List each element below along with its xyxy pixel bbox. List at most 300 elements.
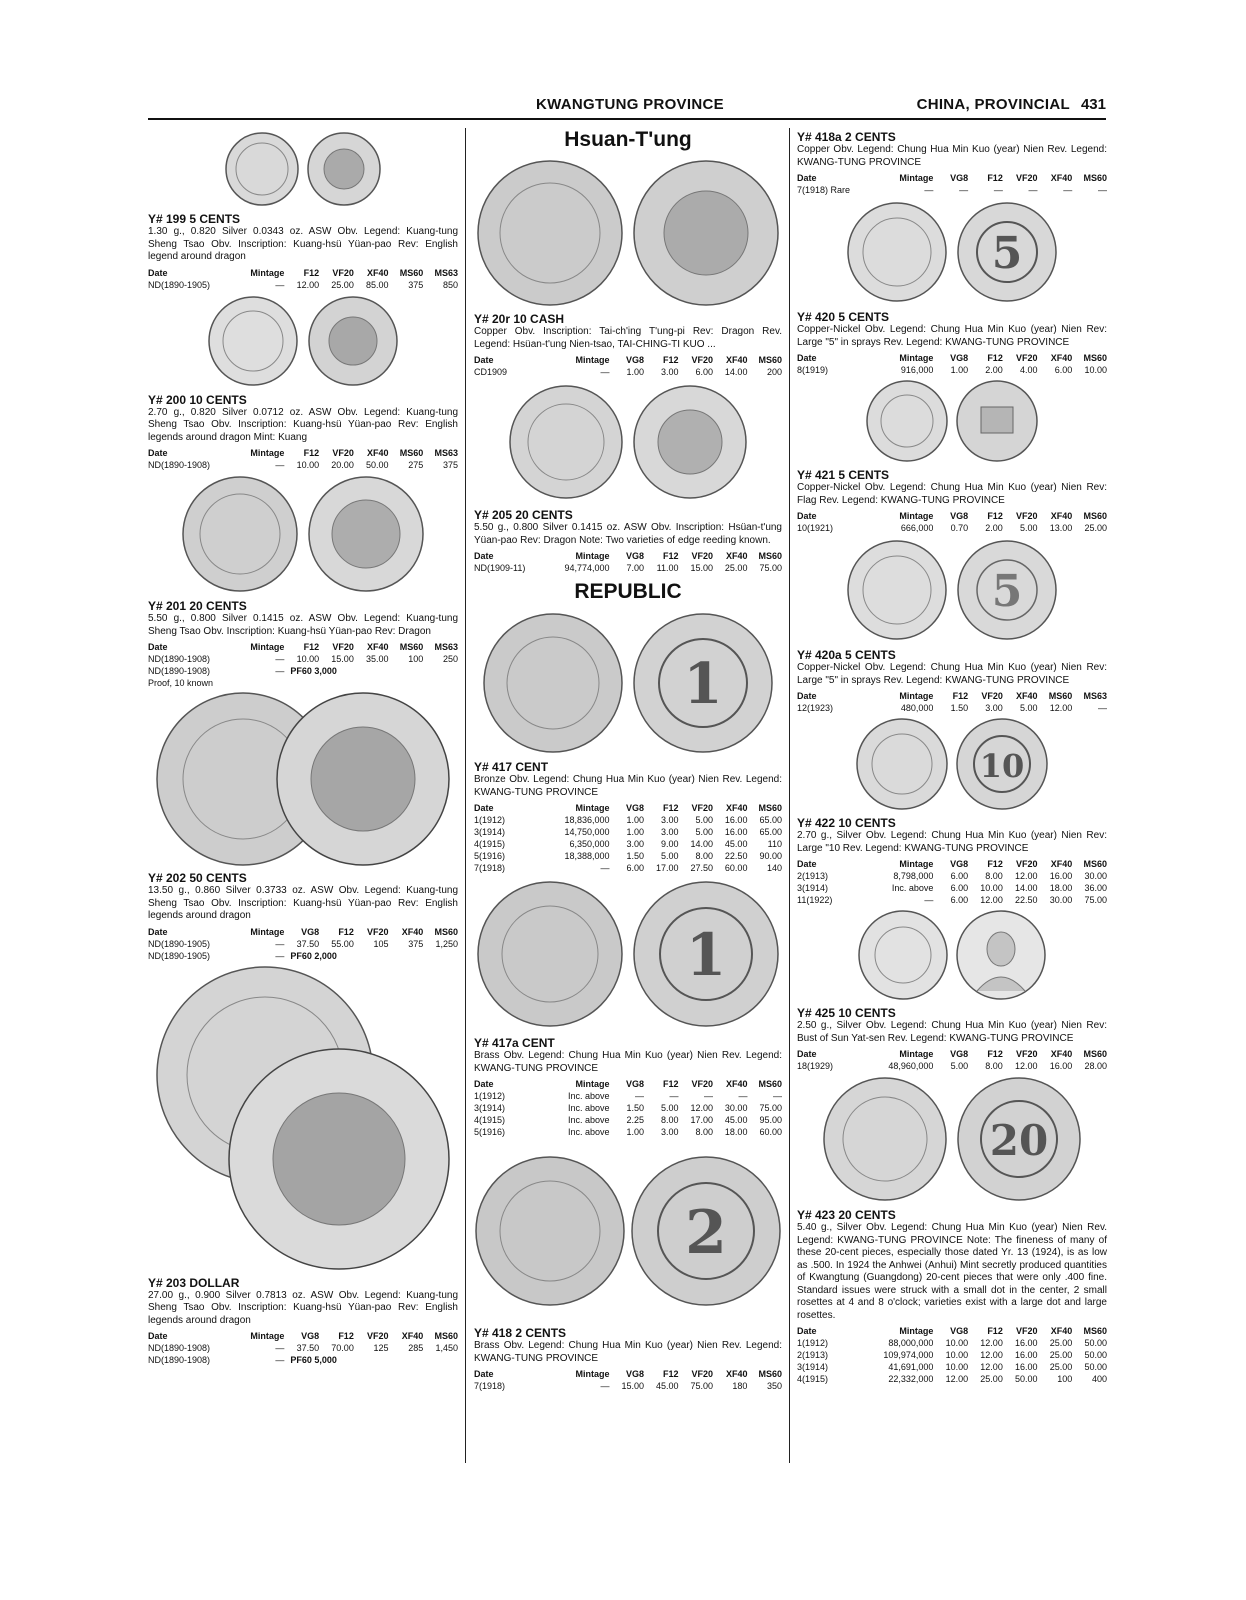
table-cell: Inc. above xyxy=(567,1127,610,1137)
section-title: KWANGTUNG PROVINCE xyxy=(536,96,724,113)
table-cell: — xyxy=(924,895,934,905)
column-middle xyxy=(474,128,782,1392)
table-row xyxy=(148,1354,458,1366)
column-header: F12 xyxy=(662,1079,679,1089)
table-header-row xyxy=(474,550,782,562)
column-header: MS60 xyxy=(399,267,424,278)
table-cell: 250 xyxy=(442,654,458,664)
table-cell: 10.00 xyxy=(945,1350,969,1360)
column-header: VG8 xyxy=(301,1331,320,1341)
column-header: MS60 xyxy=(1083,859,1107,869)
column-header: Date xyxy=(148,642,168,652)
denomination-numeral: 20 xyxy=(989,1116,1049,1165)
coin-obverse-image xyxy=(475,879,625,1029)
coin-images xyxy=(797,906,1107,1004)
table-cell: 6.00 xyxy=(626,863,644,873)
table-cell: 8.00 xyxy=(695,851,713,861)
column-header: VG8 xyxy=(625,1369,644,1379)
table-cell xyxy=(423,950,458,962)
table-row xyxy=(474,1380,782,1392)
table-cell: 60.00 xyxy=(724,863,748,873)
column-header: VG8 xyxy=(950,511,969,521)
table-cell xyxy=(423,665,458,677)
table-cell: CD1909 xyxy=(474,367,508,377)
column-header: MS60 xyxy=(434,926,458,937)
column-header: XF40 xyxy=(1050,1049,1073,1059)
mintage-table xyxy=(797,690,1107,714)
section-heading: REPUBLIC xyxy=(574,580,682,603)
table-cell: 10.00 xyxy=(980,883,1003,893)
table-cell: 285 xyxy=(408,1343,424,1353)
table-cell: 45.00 xyxy=(724,839,748,849)
table-cell: 65.00 xyxy=(759,815,782,825)
mintage-table xyxy=(797,1048,1107,1072)
table-cell: 22,332,000 xyxy=(888,1374,934,1384)
table-cell: 1.00 xyxy=(950,365,969,375)
catalog-entry xyxy=(148,212,458,291)
table-cell: ND(1890-1905) xyxy=(148,950,211,961)
column-header: XF40 xyxy=(401,926,424,937)
denomination-numeral: 2 xyxy=(685,1198,727,1268)
column-header: XF40 xyxy=(725,1369,748,1379)
table-cell: Inc. above xyxy=(567,1115,610,1125)
column-header: Date xyxy=(148,448,168,458)
table-cell: 9.00 xyxy=(660,839,679,849)
table-cell: 3(1914) xyxy=(474,1103,506,1113)
table-cell: 94,774,000 xyxy=(564,563,610,573)
mintage-table xyxy=(148,926,458,962)
table-cell: 109,974,000 xyxy=(883,1350,934,1360)
column-header: Mintage xyxy=(899,353,934,363)
column-header: MS60 xyxy=(758,1369,782,1379)
column-header: MS60 xyxy=(1083,1326,1107,1336)
entry-description: 5.50 g., 0.800 Silver 0.1415 oz. ASW Obv. Legend: Kuang-tung Sheng Tsao Obv. Inscription: Kuang-hsü Yüan-pao Rev: Dragon xyxy=(148,613,458,637)
mintage-table xyxy=(474,1368,782,1392)
table-cell: — xyxy=(1028,185,1038,195)
table-cell: 75.00 xyxy=(759,1103,782,1113)
column-header: Date xyxy=(148,267,168,278)
table-cell: 22.50 xyxy=(1015,895,1038,905)
table-cell: 11(1922) xyxy=(797,895,833,905)
table-cell: 3.00 xyxy=(985,703,1003,713)
table-row xyxy=(148,653,458,665)
column-header: VF20 xyxy=(691,551,713,561)
column-header: XF40 xyxy=(367,642,389,652)
entry-description: 2.50 g., Silver Obv. Legend: Chung Hua Min Kuo (year) Nien Rev: Bust of Sun Yat-sen Rev. Legend: KWANG-TUNG PROVINCE xyxy=(797,1020,1107,1044)
table-cell: 25.00 xyxy=(1049,1362,1073,1372)
column-header: Date xyxy=(474,1369,494,1379)
mintage-table xyxy=(797,352,1107,376)
column-header: VF20 xyxy=(691,1369,713,1379)
table-cell: ND(1890-1905) xyxy=(148,938,211,949)
column-header: Date xyxy=(148,1331,168,1341)
table-cell: 125 xyxy=(373,1343,389,1353)
column-header: F12 xyxy=(987,859,1003,869)
column-header: MS60 xyxy=(399,642,424,652)
table-cell: 2.00 xyxy=(985,523,1003,533)
entry-description: Copper-Nickel Obv. Legend: Chung Hua Min Kuo (year) Nien Rev: Large "5" in sprays Rev. Legend: KWANG-TUNG PROVINCE xyxy=(797,324,1107,348)
table-cell xyxy=(389,950,424,962)
table-cell: ND(1890-1905) xyxy=(148,279,211,290)
table-cell: 90.00 xyxy=(759,851,782,861)
denomination-numeral: 1 xyxy=(685,921,727,989)
column-header: MS60 xyxy=(758,803,782,813)
table-cell: 16.00 xyxy=(1015,1350,1038,1360)
column-header: VF20 xyxy=(691,803,713,813)
coin-images xyxy=(797,534,1107,646)
coin-images xyxy=(148,689,458,869)
coin-obverse-image xyxy=(821,1075,949,1203)
table-cell: 28.00 xyxy=(1084,1061,1107,1071)
table-cell: 37.50 xyxy=(296,1343,320,1353)
column-divider xyxy=(465,128,466,1463)
page-header xyxy=(148,96,1106,120)
table-cell: 50.00 xyxy=(1084,1362,1107,1372)
table-cell: — xyxy=(275,950,285,961)
column-header: VG8 xyxy=(301,926,320,937)
table-cell: 16.00 xyxy=(1049,1061,1073,1071)
column-header: F12 xyxy=(662,551,679,561)
table-cell: 88,000,000 xyxy=(888,1338,934,1348)
table-cell: 18(1929) xyxy=(797,1061,834,1071)
column-header: Mintage xyxy=(575,551,610,561)
table-cell: 30.00 xyxy=(1049,895,1073,905)
table-cell: 3.00 xyxy=(626,839,644,849)
column-header: Mintage xyxy=(575,355,610,365)
table-cell: — xyxy=(669,1091,679,1101)
table-cell: 75.00 xyxy=(759,563,782,573)
denomination-numeral: 10 xyxy=(979,747,1025,785)
table-cell: 50.00 xyxy=(1015,1374,1038,1384)
column-header: VF20 xyxy=(691,355,713,365)
table-cell: 50.00 xyxy=(366,460,389,470)
table-cell: 7.00 xyxy=(626,563,644,573)
table-cell: 2(1913) xyxy=(797,1350,829,1360)
table-cell: 10.00 xyxy=(1084,365,1107,375)
table-cell: — xyxy=(738,1091,748,1101)
coin-images xyxy=(474,874,782,1034)
column-header: VF20 xyxy=(1016,353,1038,363)
table-cell: 400 xyxy=(1091,1374,1107,1384)
table-cell: 3(1914) xyxy=(474,827,506,837)
table-cell: — xyxy=(1063,185,1073,195)
column-header: F12 xyxy=(952,691,969,701)
table-cell: 18.00 xyxy=(1049,883,1073,893)
coin-obverse-image xyxy=(507,383,625,501)
table-row xyxy=(797,1349,1107,1361)
column-header: XF40 xyxy=(725,1079,748,1089)
table-cell: 6.00 xyxy=(695,367,713,377)
table-header-row xyxy=(797,1325,1107,1337)
column-header: VF20 xyxy=(332,267,354,278)
table-row xyxy=(148,950,458,962)
column-header: Mintage xyxy=(899,511,934,521)
column-header: Date xyxy=(474,803,494,813)
table-header-row xyxy=(148,447,458,459)
column-header: Mintage xyxy=(899,1326,934,1336)
entry-description: Copper-Nickel Obv. Legend: Chung Hua Min Kuo (year) Nien Rev: Flag Rev. Legend: KWANG-TUNG PROVINCE xyxy=(797,482,1107,506)
table-cell: 2.25 xyxy=(626,1115,644,1125)
column-header: MS60 xyxy=(1083,173,1107,183)
coin-reverse-image xyxy=(631,383,749,501)
table-header-row xyxy=(797,172,1107,184)
table-row xyxy=(797,1060,1107,1072)
column-header: VG8 xyxy=(625,355,644,365)
table-cell: 11.00 xyxy=(656,563,679,573)
column-header: VG8 xyxy=(625,1079,644,1089)
table-header-row xyxy=(148,1330,458,1342)
table-header-row xyxy=(148,926,458,938)
table-cell: 375 xyxy=(408,938,424,949)
table-row xyxy=(474,862,782,874)
column-header: Date xyxy=(148,926,168,937)
column-header: MS60 xyxy=(1048,691,1073,701)
table-cell: 2(1913) xyxy=(797,871,829,881)
coin-reverse-image xyxy=(631,879,781,1029)
column-header: XF40 xyxy=(1050,511,1073,521)
table-cell: 75.00 xyxy=(1084,895,1107,905)
table-cell: 8.00 xyxy=(660,1115,679,1125)
column-header: XF40 xyxy=(1050,173,1073,183)
column-header: Mintage xyxy=(250,1331,285,1341)
coin-images xyxy=(148,962,458,1274)
table-cell: 8,798,000 xyxy=(893,871,934,881)
catalog-entry xyxy=(797,468,1107,534)
table-cell: 275 xyxy=(408,460,424,470)
table-cell: 110 xyxy=(767,839,782,849)
table-cell: 50.00 xyxy=(1084,1350,1107,1360)
coin-reverse-image xyxy=(955,717,1049,811)
column-header: F12 xyxy=(662,803,679,813)
table-cell: 70.00 xyxy=(331,1343,354,1353)
column-header: Mintage xyxy=(575,803,610,813)
table-cell: 3.00 xyxy=(660,827,679,837)
column-header: MS63 xyxy=(434,267,458,278)
table-cell: 12.00 xyxy=(980,1350,1003,1360)
table-cell: 1.00 xyxy=(626,815,644,825)
table-cell: 48,960,000 xyxy=(888,1061,934,1071)
column-header: Mintage xyxy=(250,267,285,278)
column-header: F12 xyxy=(303,448,320,458)
coin-reverse-image xyxy=(955,1075,1083,1203)
column-header: MS63 xyxy=(434,642,458,652)
table-cell: 5.00 xyxy=(1020,523,1038,533)
table-cell: — xyxy=(275,1343,285,1353)
coin-obverse-image xyxy=(180,474,300,594)
table-row xyxy=(148,665,458,677)
entry-description: 2.70 g., Silver Obv. Legend: Chung Hua Min Kuo (year) Nien Rev: Large "10 Rev. Legend: KWANG-TUNG PROVINCE xyxy=(797,830,1107,854)
entry-description: Copper Obv. Legend: Chung Hua Min Kuo (year) Nien Rev. Legend: KWANG-TUNG PROVINCE xyxy=(797,144,1107,168)
column-header: Date xyxy=(797,511,817,521)
column-header: VG8 xyxy=(950,1049,969,1059)
table-cell: — xyxy=(275,938,285,949)
table-cell: — xyxy=(275,666,285,676)
table-cell xyxy=(389,665,424,677)
table-cell: 666,000 xyxy=(900,523,934,533)
entry-description: Copper-Nickel Obv. Legend: Chung Hua Min Kuo (year) Nien Rev: Large "5" in sprays Rev. Legend: KWANG-TUNG PROVINCE xyxy=(797,662,1107,686)
table-cell: 4(1915) xyxy=(797,1374,829,1384)
column-header: Date xyxy=(797,173,817,183)
table-cell: — xyxy=(1098,703,1107,713)
table-cell: — xyxy=(635,1091,644,1101)
coin-reverse-image xyxy=(306,474,426,594)
column-header: XF40 xyxy=(367,267,389,278)
table-cell: 105 xyxy=(373,938,389,949)
coin-images xyxy=(148,471,458,597)
entry-description: 1.30 g., 0.820 Silver 0.0343 oz. ASW Obv. Legend: Kuang-tung Sheng Tsao Obv. Inscription: Kuang-hsü Yüan-pao Rev: English legend around dragon xyxy=(148,226,458,262)
table-cell: Inc. above xyxy=(567,1103,610,1113)
catalog-entry xyxy=(474,1326,782,1392)
column-header: VF20 xyxy=(1016,859,1038,869)
column-header: F12 xyxy=(338,926,354,937)
column-header: MS60 xyxy=(1083,511,1107,521)
table-row xyxy=(797,1361,1107,1373)
column-header: MS60 xyxy=(1083,1049,1107,1059)
column-header: XF40 xyxy=(1050,859,1073,869)
column-header: MS60 xyxy=(758,551,782,561)
table-cell: 14.00 xyxy=(1015,883,1038,893)
table-cell: 350 xyxy=(766,1381,782,1391)
entry-title: Y# 422 10 CENTS xyxy=(797,816,896,830)
column-header: VG8 xyxy=(625,803,644,813)
table-cell: 5.00 xyxy=(660,851,679,861)
table-cell: — xyxy=(703,1091,713,1101)
table-cell: 3.00 xyxy=(660,367,679,377)
table-cell: 100 xyxy=(408,654,424,664)
table-header-row xyxy=(474,1368,782,1380)
catalog-entry xyxy=(797,1208,1107,1385)
table-cell: 13.00 xyxy=(1049,523,1073,533)
coin-images xyxy=(474,608,782,758)
table-cell: 41,691,000 xyxy=(888,1362,934,1372)
table-cell: 6.00 xyxy=(1054,365,1073,375)
table-row xyxy=(797,1337,1107,1349)
coin-obverse-image xyxy=(206,294,300,388)
table-cell: 7(1918) xyxy=(474,1381,506,1391)
table-cell: — xyxy=(993,185,1003,195)
denomination-numeral: 5 xyxy=(991,228,1023,279)
table-cell: 6.00 xyxy=(950,895,969,905)
mintage-table xyxy=(148,641,458,677)
column-header: XF40 xyxy=(1050,353,1073,363)
entry-title: Y# 199 5 CENTS xyxy=(148,212,241,226)
table-cell: 37.50 xyxy=(296,938,320,949)
column-header: Mintage xyxy=(250,448,285,458)
coin-obverse-image xyxy=(481,611,625,755)
table-row xyxy=(474,826,782,838)
entry-description: Brass Obv. Legend: Chung Hua Min Kuo (year) Nien Rev. Legend: KWANG-TUNG PROVINCE xyxy=(474,1050,782,1074)
table-cell: 14,750,000 xyxy=(564,827,610,837)
column-header: Date xyxy=(474,1079,494,1089)
entry-title: Y# 425 10 CENTS xyxy=(797,1006,896,1020)
column-header: Mintage xyxy=(899,859,934,869)
table-cell: 5.00 xyxy=(695,827,713,837)
coin-pair-image xyxy=(153,691,453,867)
entry-title: Y# 418a 2 CENTS xyxy=(797,130,896,144)
column-header: VG8 xyxy=(950,1326,969,1336)
column-header: VF20 xyxy=(1016,1049,1038,1059)
column-header: Mintage xyxy=(899,1049,934,1059)
coin-reverse-image xyxy=(631,611,775,755)
table-cell: — xyxy=(275,654,285,664)
mintage-table xyxy=(474,1078,782,1138)
entry-title: Y# 417 CENT xyxy=(474,760,549,774)
table-cell: 7(1918) Rare xyxy=(797,185,851,195)
table-cell: 6.00 xyxy=(950,883,969,893)
table-cell: ND(1890-1908) xyxy=(148,666,211,676)
table-cell: 30.00 xyxy=(1084,871,1107,881)
table-cell: 16.00 xyxy=(724,815,748,825)
column-left xyxy=(148,128,458,1366)
column-header: Date xyxy=(797,1326,817,1336)
table-cell: 3.00 xyxy=(660,1127,679,1137)
table-cell: 18.00 xyxy=(724,1127,748,1137)
column-header: VF20 xyxy=(981,691,1003,701)
table-cell: 22.50 xyxy=(724,851,748,861)
column-header: XF40 xyxy=(725,803,748,813)
table-cell xyxy=(354,950,389,962)
table-cell: 4.00 xyxy=(1020,365,1038,375)
column-header: MS63 xyxy=(1083,691,1107,701)
table-cell: 1.50 xyxy=(626,851,644,861)
mintage-table xyxy=(148,1330,458,1366)
table-row xyxy=(797,882,1107,894)
entry-title: Y# 418 2 CENTS xyxy=(474,1326,567,1340)
column-header: Date xyxy=(474,355,494,365)
table-cell: 25.00 xyxy=(1049,1338,1073,1348)
table-cell: 1,450 xyxy=(435,1343,458,1353)
coin-reverse-image xyxy=(631,158,781,308)
coin-obverse-image xyxy=(475,1143,625,1319)
coin-obverse-image xyxy=(857,909,949,1001)
column-header: XF40 xyxy=(367,448,389,458)
coin-reverse-image xyxy=(306,294,400,388)
mintage-table xyxy=(148,267,458,291)
column-header: VF20 xyxy=(367,926,389,937)
column-header: XF40 xyxy=(401,1331,424,1341)
table-header-row xyxy=(474,1078,782,1090)
table-header-row xyxy=(797,858,1107,870)
table-cell: 7(1918) xyxy=(474,863,506,873)
catalog-entry xyxy=(148,1276,458,1367)
table-cell: 8.00 xyxy=(695,1127,713,1137)
coin-images xyxy=(797,376,1107,466)
coin-obverse-image xyxy=(845,200,949,304)
column-header: XF40 xyxy=(1050,1326,1073,1336)
coin-images xyxy=(797,714,1107,814)
table-header-row xyxy=(148,641,458,653)
column-header: Mintage xyxy=(250,642,285,652)
table-cell: — xyxy=(600,367,610,377)
entry-title: Y# 417a CENT xyxy=(474,1036,555,1050)
table-cell: 3(1914) xyxy=(797,883,829,893)
coin-images xyxy=(797,1072,1107,1206)
table-cell: 10.00 xyxy=(296,654,320,664)
table-cell: 200 xyxy=(766,367,782,377)
coin-images xyxy=(148,128,458,210)
table-cell: — xyxy=(1098,185,1107,195)
table-row xyxy=(148,1342,458,1354)
table-cell: 850 xyxy=(442,279,458,290)
table-cell xyxy=(354,665,389,677)
table-cell: 5.00 xyxy=(1020,703,1038,713)
mintage-table xyxy=(148,447,458,471)
entry-description: Copper Obv. Inscription: Tai-ch'ing T'ung-pi Rev: Dragon Rev. Legend: Hsüan-t'ung Nien-tsao, TAI-CHING-TI KUO ... xyxy=(474,326,782,350)
table-cell: ND(1890-1908) xyxy=(148,654,211,664)
table-cell: 6,350,000 xyxy=(569,839,610,849)
entry-description: 2.70 g., 0.820 Silver 0.0712 oz. ASW Obv. Legend: Kuang-tung Sheng Tsao Obv. Inscription: Kuang-hsü Yüan-pao Rev: English legends around dragon Mint: Kuang xyxy=(148,406,458,443)
table-cell: — xyxy=(275,460,285,470)
